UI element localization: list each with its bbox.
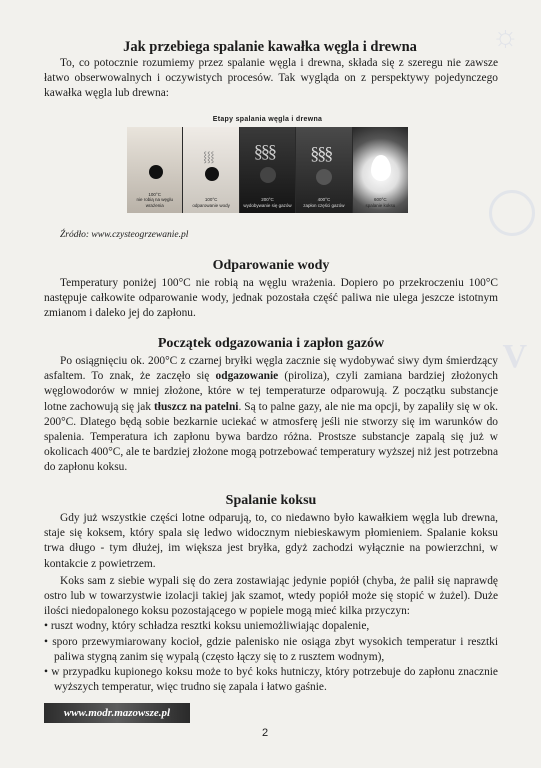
background-watermark-ring: [489, 190, 535, 236]
figure-panel-label: 100°C nie robią na węglu wrażenia: [136, 191, 173, 208]
smoke-icon: §§§: [253, 141, 275, 161]
coal-lump-icon: [205, 167, 219, 181]
background-watermark: ☼: [491, 20, 519, 53]
section-water: [44, 258, 498, 322]
combustion-stages-figure: [127, 113, 408, 213]
section-heading-water: Odparowanie wody: [212, 258, 330, 273]
intro-paragraph-block: [44, 56, 498, 102]
section-gas-text: Po osiągnięciu ok. 200°C z czarnej bryłki węgla zacznie się wydobywać siwy dym śmierdzący asfaltem. To znak, że zaczęło się odgazowanie (piroliza), czyli zamiana bardziej złożonych węglowodorów w mniej złożone, które w tej temperaturze odparowują. Z początku substancje lotne zachowują się jak tłuszcz na patelni. Są to palne gazy, ale nie ma opcji, by zapaliły się w ok. 200°C. Dlatego będą sobie bezkarnie uciekać w atmosferę jeśli nie stworzy się im warunków do spalenia. Temperatura ich zapłonu bywa bardzo różna. Prostsze substancje zapalą się już w okolicach 400°C, ale te bardziej złożone mogą potrzebować temperatury wyższej niż jest potrzebna do zapłonu koksu.: [44, 355, 499, 474]
background-watermark-shape: V: [502, 338, 527, 375]
figure-panels: [127, 127, 408, 213]
figure-panel-4: [296, 127, 352, 213]
figure-panel-2: [183, 127, 239, 213]
figure-panel-3: [240, 127, 296, 213]
section-coke-p2: Koks sam z siebie wypali się do zera zostawiając jedynie popiół (chyba, że palił się naprawdę ostro lub w towarzystwie izolacji takiej jak szamot, wtedy popiół może się stopić w żużel). Duże ilości niedopalonego koksu pozostającego w popiele mogą mieć kilka przyczyn:: [44, 574, 498, 618]
figure-panel-label: 400°C zapłon części gazów: [303, 197, 345, 208]
page-number: 2: [262, 727, 269, 739]
flame-icon: §§§: [310, 143, 332, 163]
article-title: Jak przebiega spalanie kawałka węgla i drewna: [123, 39, 417, 55]
coal-lump-icon: [316, 169, 332, 185]
glowing-coke-icon: [371, 155, 391, 181]
term-odgazowanie: odgazowanie: [215, 370, 279, 383]
list-item: • ruszt wodny, który schładza resztki koksu uniemożliwiając dopalenie,: [44, 620, 370, 633]
figure-panel-label: 200°C wydobywanie się gazów: [243, 197, 292, 208]
coal-lump-icon: [149, 165, 163, 179]
figure-panel-label: 100°C odparowanie wody: [192, 197, 230, 208]
footer-url[interactable]: www.modr.mazowsze.pl: [63, 707, 171, 719]
section-coke-p1: Gdy już wszystkie części lotne odparują, to, co niedawno było kawałkiem węgla lub drewna, staje się koksem, który spala się ledwo widocznym niebieskawym płomieniem. Spalanie koksu trwa długo - tym dłużej, im większa jest bryłka, gdyż zachodzi wyłącznie na powierzchni, w kontakcie z powietrzem.: [44, 512, 498, 570]
list-item: • sporo przewymiarowany kocioł, gdzie palenisko nie osiąga zbyt wysokich temperatur i resztki paliwa stygną zanim się wypalą (często łączy się to z rusztem wodnym),: [44, 635, 498, 663]
section-heading-gas: Początek odgazowania i zapłon gazów: [157, 336, 385, 351]
list-item: • w przypadku kupionego koksu może to być koks hutniczy, który potrzebuje do zapłonu znacznie wyższych temperatur, więc trudno się zapala i łatwo gaśnie.: [44, 666, 498, 694]
section-water-text: Temperatury poniżej 100°C nie robią na węglu wrażenia. Dopiero po przekroczeniu 100°C następuje całkowite odparowanie wody, jednak pozostała część paliwa nie ulega jeszcze istotnym zmianom i daleko jej do zapłonu.: [44, 277, 498, 320]
section-coke: [44, 493, 498, 695]
section-gas: [44, 336, 498, 476]
term-tluszcz: tłuszcz na patelni: [154, 400, 239, 413]
figure-source: Źródło: www.czysteogrzewanie.pl: [60, 230, 189, 240]
coal-lump-icon: [260, 167, 276, 183]
figure-title: Etapy spalania węgla i drewna: [212, 116, 323, 123]
section-heading-coke: Spalanie koksu: [225, 493, 317, 508]
figure-panel-5: [353, 127, 408, 213]
intro-paragraph: To, co potocznie rozumiemy przez spalanie węgla i drewna, składa się z szeregu nie zawsze łatwo obserwowalnych i oczywistych procesów. Tak wygląda on z perspektywy pojedynczego kawałka węgla lub drewna:: [44, 57, 498, 100]
figure-panel-1: [127, 127, 183, 213]
steam-icon: ⸾⸾⸾: [203, 152, 215, 163]
figure-panel-label: 600°C spalanie koksu: [365, 197, 396, 208]
footer-url-banner[interactable]: [44, 703, 190, 723]
